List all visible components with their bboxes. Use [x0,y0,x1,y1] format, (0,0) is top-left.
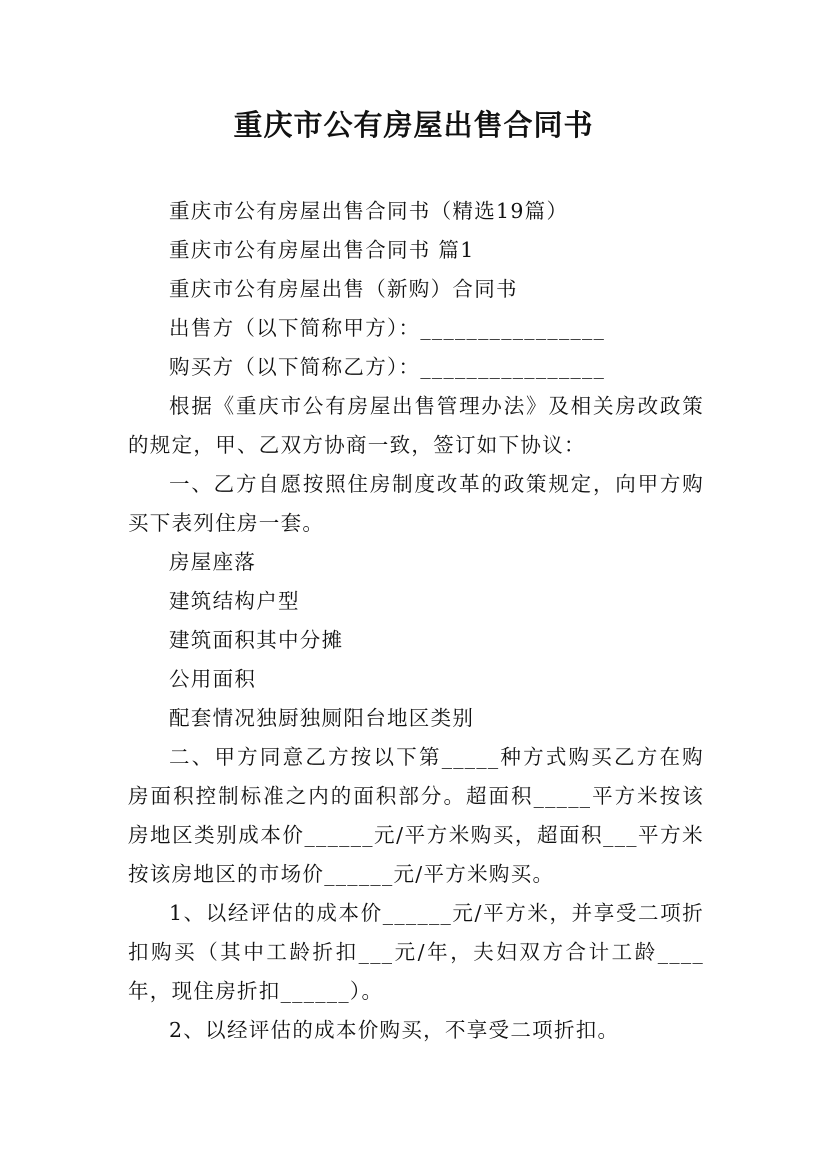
paragraph-section-heading: 重庆市公有房屋出售合同书 篇1 [169,238,475,262]
paragraph-public-area: 公用面积 [169,667,257,691]
paragraph-basis: 根据《重庆市公有房屋出售管理办法》及相关房改政策的规定，甲、乙双方协商一致，签订如下协议： [128,394,704,457]
paragraph-seller: 出售方（以下简称甲方）：________________ [169,316,606,340]
paragraph-facilities: 配套情况独厨独厕阳台地区类别 [169,706,475,730]
paragraph-house-location: 房屋座落 [169,550,257,574]
paragraph-clause-2: 二、甲方同意乙方按以下第_____种方式购买乙方在购房面积控制标准之内的面积部分。超面积_____平方米按该房地区类别成本价______元/平方米购买，超面积___平方米按该房地区的市场价______元/平方米购买。 [128,745,704,886]
document-body [128,192,704,1050]
paragraph-building-structure: 建筑结构户型 [169,589,300,613]
document-title: 重庆市公有房屋出售合同书 [233,108,594,142]
paragraph-option-1: 1、以经评估的成本价______元/平方米，并享受二项折扣购买（其中工龄折扣___元/年，夫妇双方合计工龄____年，现住房折扣______）。 [128,901,704,1003]
paragraph-option-2: 2、以经评估的成本价购买，不享受二项折扣。 [169,1018,620,1042]
paragraph-subtitle: 重庆市公有房屋出售合同书（精选19篇） [169,199,569,223]
paragraph-buyer: 购买方（以下简称乙方）：________________ [169,355,606,379]
paragraph-clause-1: 一、乙方自愿按照住房制度改革的政策规定，向甲方购买下表列住房一套。 [128,472,704,535]
paragraph-contract-name: 重庆市公有房屋出售（新购）合同书 [169,277,518,301]
paragraph-building-area: 建筑面积其中分摊 [169,628,344,652]
